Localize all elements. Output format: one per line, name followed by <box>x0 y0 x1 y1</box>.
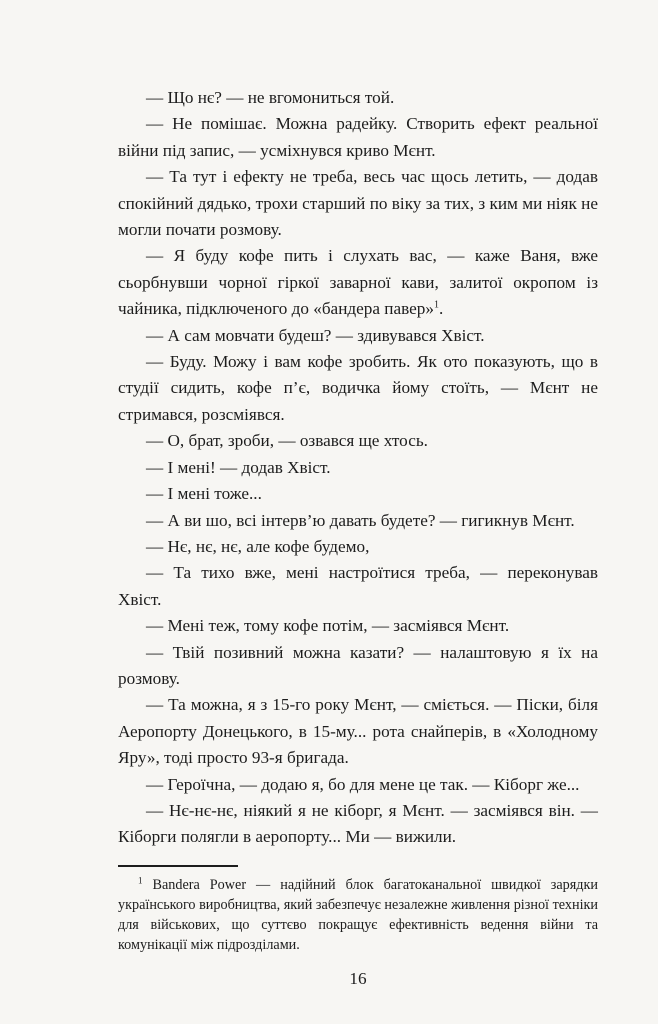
paragraph: — Нє, нє, нє, але кофе будемо, <box>146 536 370 556</box>
paragraph-with-footnote: — Я буду кофе пить і слухать вас, — каже Ваня, вже сьорбнувши чорної гіркої заварної кави, залитої окропом із чайника, підключеного до «бандера павер»$^1$. <box>118 246 598 319</box>
paragraph: — Не помішає. Можна радейку. Створить ефект реальної війни під запис, — усміхнувся криво Мєнт. <box>118 114 598 160</box>
paragraph: — Буду. Можу і вам кофе зробить. Як ото показують, що в студії сидить, кофе п’є, водичка йому стоїть, — Мєнт не стримався, розсміявся. <box>118 352 598 424</box>
footnote-divider <box>118 865 238 867</box>
footnote-reference[interactable]: 1 <box>433 299 439 311</box>
paragraph: — Нє-нє-нє, ніякий я не кіборг, я Мєнт. — засміявся він. — Кіборги полягли в аеропорту... Ми — вижили. <box>118 800 598 847</box>
page-number: 16 <box>349 968 367 988</box>
paragraph: — Та тихо вже, мені настроїтися треба, — переконував Хвіст. <box>118 563 598 609</box>
paragraph: — І мені тоже... <box>146 484 262 504</box>
paragraph: — Героїчна, — додаю я, бо для мене це так. — Кіборг же... <box>146 774 580 794</box>
footnote-marker: 1 <box>138 875 143 886</box>
main-text <box>118 85 598 851</box>
paragraph: — Твій позивний можна казати? — налаштовую я їх на розмову. <box>118 642 598 688</box>
footnote <box>118 875 598 955</box>
page-content <box>118 85 598 989</box>
paragraph-text: — Я буду кофе пить і слухать вас, — каже Ваня, вже сьорбнувши чорної гіркої заварної кави, залитої окропом із чайника, підключеного до «бандера павер» <box>118 246 598 319</box>
paragraph: — Та тут і ефекту не треба, весь час щось летить, — додав спокійний дядько, трохи старший по віку за тих, з ким ми ніяк не могли почати розмову. <box>118 167 598 240</box>
paragraph: — Та можна, я з 15-го року Мєнт, — сміється. — Піски, біля Аеропорту Донецького, в 15-му... рота снайперів, в «Холодному Яру», тоді просто 93-я бригада. <box>118 695 598 768</box>
paragraph: — А ви шо, всі інтерв’ю давать будете? — гигикнув Мєнт. <box>146 510 575 530</box>
paragraph: — Мені теж, тому кофе потім, — засміявся Мєнт. <box>146 616 510 636</box>
paragraph: — І мені! — додав Хвіст. <box>146 457 331 477</box>
footnote-text: Bandera Power — надійний блок багатоканальної швидкої зарядки українського виробництва, який забезпечує незалежне живлення різної техніки для військових, що суттєво покращує ефективність ведення війни та комунікації між підрозділами. <box>118 876 599 953</box>
paragraph: — А сам мовчати будеш? — здивувався Хвіст. <box>146 325 485 345</box>
paragraph: — О, брат, зроби, — озвався ще хтось. <box>146 431 428 451</box>
paragraph: — Що нє? — не вгомониться той. <box>146 88 395 107</box>
